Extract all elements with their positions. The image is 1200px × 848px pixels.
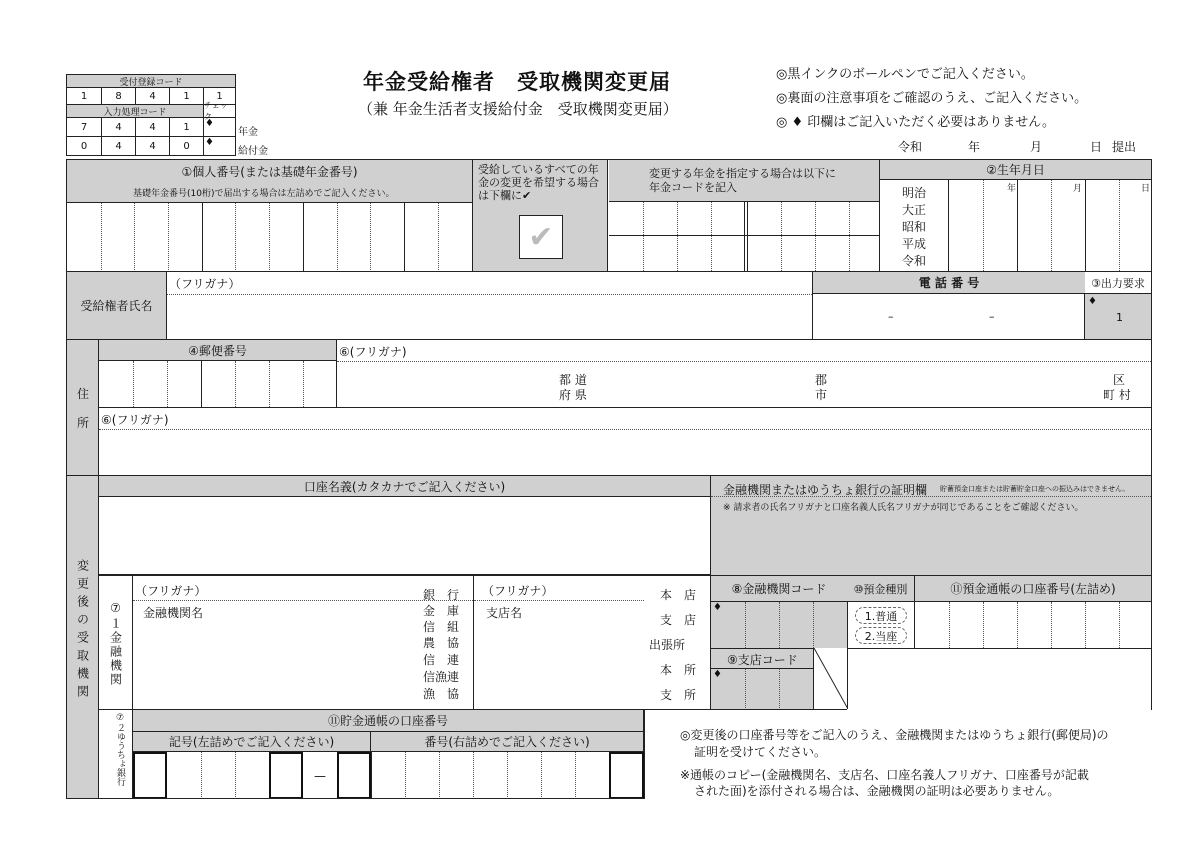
all-change-text: 受給しているすべての年金の変更を希望する場合は下欄に✔	[478, 163, 599, 202]
reg-digit: 1	[169, 88, 203, 105]
bank1-label-text: ⑦１金融機関	[108, 600, 123, 687]
change-label-text: 変更後の受取機関	[75, 559, 90, 703]
reg-digit: 4	[135, 88, 169, 105]
birthdate-title-text: ②生年月日	[986, 163, 1045, 177]
check-cell[interactable]	[203, 118, 235, 137]
bank-type-7[interactable]: 漁 協	[423, 687, 460, 701]
bank-code-title-text: ⑧金融機関コード	[731, 582, 827, 596]
address-furigana-label: ⑥(フリガナ)	[339, 345, 407, 359]
todofuken-bottom: 府 県	[559, 388, 587, 402]
branch-type-2[interactable]: 支 店	[660, 613, 697, 627]
address-label-top: 住	[77, 387, 90, 401]
era-reiwa[interactable]: 令和	[902, 254, 927, 268]
deposit-type-toza[interactable]: 2.当座	[855, 627, 907, 644]
recipient-name-label-text: 受給権者氏名	[80, 299, 153, 313]
address-line-1[interactable]	[337, 340, 1151, 407]
account-name-title	[99, 476, 711, 497]
individual-number-cells[interactable]	[67, 202, 472, 271]
kigo-title	[133, 732, 371, 752]
input-code-row-kyufu	[67, 137, 235, 155]
bango-title	[371, 732, 644, 752]
era-meiji[interactable]: 明治	[902, 186, 927, 200]
address-line-2[interactable]	[99, 408, 1151, 475]
output-request-title-text: ③出力要求	[1091, 276, 1145, 290]
specify-text: 変更する年金を指定する場合は以下に年金コードを記入	[649, 166, 836, 194]
note-2: ◎裏面の注意事項をご確認のうえ、ご記入ください。	[776, 91, 1088, 106]
address-label	[67, 340, 99, 475]
input-digit: 4	[101, 137, 135, 155]
certification-area	[711, 476, 1151, 575]
phone-field[interactable]	[813, 294, 1085, 339]
kigo-cells[interactable]	[133, 752, 371, 799]
slash-cell	[813, 648, 847, 709]
check-cell[interactable]	[203, 137, 235, 155]
phone-title-text: 電 話 番 号	[918, 276, 980, 290]
phone-dash-2: –	[989, 310, 995, 323]
shi-label: 市	[815, 388, 828, 402]
registration-code-table	[66, 74, 236, 156]
label-nenkin: 年金	[238, 127, 258, 138]
bank-furigana-label: （フリガナ）	[135, 584, 207, 598]
postal-code-cells[interactable]	[99, 361, 337, 407]
deposit-type-options	[847, 602, 915, 648]
passbook-title-text: ⑪貯金通帳の口座番号	[327, 714, 448, 728]
date-era: 令和	[898, 140, 923, 154]
branch-code-cells	[711, 668, 813, 709]
input-digit: 7	[80, 122, 88, 133]
phone-title	[813, 272, 1085, 294]
diamond-icon: ♦	[205, 137, 214, 148]
sec1-note-text: 基礎年金番号(10桁)で届出する場合は左詰めでご記入ください。	[133, 189, 395, 199]
machimura-label: 町 村	[1103, 388, 1131, 402]
check-header: チェック	[203, 105, 235, 118]
footer-note-1b: 証明を受けてください。	[694, 745, 827, 759]
branch-type-3[interactable]: 出張所	[649, 638, 686, 652]
output-request-value: 1	[1116, 311, 1123, 324]
input-digit: 4	[135, 118, 169, 137]
era-showa[interactable]: 昭和	[902, 220, 927, 234]
kigo-dash: —	[314, 768, 326, 783]
bank-type-1[interactable]: 銀 行	[423, 588, 460, 602]
note-3: ◎ ♦ 印欄はご記入いただく必要はありません。	[776, 115, 1056, 130]
branch-type-4[interactable]: 本 所	[660, 663, 697, 677]
check-mark-icon: ✔	[528, 219, 554, 255]
date-day: 日	[1090, 140, 1103, 154]
account-number-cells[interactable]	[915, 602, 1151, 648]
birth-month-label: 月	[1073, 184, 1083, 194]
reg-code-header: 受付登録コード	[67, 75, 235, 88]
footer-note-2b: された面)を添付される場合は、金融機関の証明は必要ありません。	[694, 784, 1060, 798]
bank-type-5[interactable]: 信 連	[423, 653, 460, 667]
passbook-title	[133, 710, 644, 732]
ku-label: 区	[1113, 373, 1126, 387]
address-label-bottom: 所	[77, 416, 90, 430]
recipient-name-field[interactable]	[167, 272, 813, 339]
input-digit: 1	[169, 118, 203, 137]
birth-year-label: 年	[1007, 184, 1017, 194]
output-request-cell	[1085, 294, 1151, 339]
todofuken-top: 都 道	[559, 373, 587, 387]
reg-digit: 8	[101, 88, 135, 105]
page-subtitle: （兼 年金生活者支援給付金 受取機関変更届）	[358, 100, 678, 118]
footer-note-2: ※通帳のコピー(金融機関名、支店名、口座名義人フリガナ、口座番号が記載	[680, 768, 1089, 782]
postal-title-text: ④郵便番号	[188, 343, 247, 358]
account-number-title-text: ⑪預金通帳の口座番号(左詰め)	[950, 582, 1116, 596]
output-request-title	[1085, 272, 1151, 294]
bango-title-text: 番号(右詰めでご記入ください)	[424, 735, 590, 749]
account-name-title-text: 口座名義(カタカナでご記入ください)	[303, 479, 506, 494]
phone-dash-1: –	[888, 310, 894, 323]
cert-small-note: 貯蓄預金口座または貯蓄貯金口座への振込みはできません。	[940, 485, 1130, 493]
name-furigana-label: （フリガナ）	[169, 277, 241, 291]
bank-type-6[interactable]: 信漁連	[423, 670, 460, 684]
input-digit: 4	[135, 137, 169, 155]
bank-code-title	[711, 576, 847, 602]
kigo-title-text: 記号(左詰めでご記入ください)	[168, 735, 335, 749]
branch-code-title-row	[711, 648, 813, 668]
diamond-icon: ♦	[205, 118, 214, 129]
era-taisho[interactable]: 大正	[902, 203, 927, 217]
deposit-type-title	[847, 576, 915, 602]
deposit-type-title-text: ⑩預金種別	[853, 582, 908, 596]
input-digit: 0	[169, 137, 203, 155]
branch-name-label: 支店名	[486, 606, 523, 620]
bank-code-cells	[711, 602, 847, 648]
pension-code-cells[interactable]	[609, 202, 879, 271]
page-title: 年金受給権者 受取機関変更届	[363, 70, 671, 94]
branch-type-5[interactable]: 支 所	[660, 688, 697, 702]
account-number-title	[915, 576, 1151, 602]
all-change-column	[473, 160, 608, 271]
bank-type-3[interactable]: 信 組	[423, 620, 460, 634]
date-year: 年	[968, 140, 981, 154]
change-label	[67, 476, 99, 799]
gun-label: 郡	[815, 373, 828, 387]
note-1: ◎黒インクのボールペンでご記入ください。	[776, 67, 1034, 82]
branch-furigana-label: （フリガナ）	[482, 584, 554, 598]
recipient-name-label	[67, 272, 167, 339]
bank-name-field[interactable]	[133, 576, 473, 709]
diamond-icon: ♦	[713, 602, 722, 613]
reg-digit: 1	[203, 88, 235, 105]
diamond-icon: ♦	[713, 669, 722, 680]
postal-title	[99, 340, 337, 361]
input-code-header: 入力処理コード	[67, 105, 203, 118]
reg-digit: 1	[80, 91, 88, 102]
input-digit: 4	[101, 118, 135, 137]
footer-note-1: ◎変更後の口座番号等をご記入のうえ、金融機関またはゆうちょ銀行(郵便局)の	[680, 728, 1109, 742]
birthdate-cells[interactable]	[948, 180, 1151, 271]
date-submit: 提出	[1112, 140, 1137, 154]
bank-type-2[interactable]: 金 庫	[423, 604, 460, 618]
branch-name-field[interactable]	[473, 576, 711, 709]
birth-day-label: 日	[1141, 184, 1151, 194]
date-month: 月	[1030, 140, 1043, 154]
cert-note: ※ 請求者の氏名フリガナと口座名義人氏名フリガナが同じであることをご確認ください。	[723, 503, 1084, 513]
input-code-row-nenkin	[67, 118, 235, 137]
label-kyufu: 給付金	[238, 146, 268, 157]
bango-cells[interactable]	[371, 752, 644, 799]
birthdate-title	[880, 160, 1151, 180]
address-furigana-label-2: ⑥(フリガナ)	[101, 413, 169, 427]
yucho-label-text: ⑦２ゆうちょ銀行	[115, 713, 125, 786]
era-heisei[interactable]: 平成	[902, 237, 927, 251]
all-change-checkbox[interactable]	[519, 215, 563, 259]
input-digit: 0	[80, 140, 88, 152]
branch-code-title: ⑨支店コード	[727, 653, 798, 667]
diamond-icon: ♦	[1088, 296, 1097, 307]
branch-type-1[interactable]: 本 店	[660, 588, 697, 602]
bank1-label	[99, 576, 133, 709]
sec1-title-text: ①個人番号(または基礎年金番号)	[181, 164, 358, 179]
bank-type-4[interactable]: 農 協	[423, 636, 460, 650]
birthdate-era-list	[880, 180, 948, 271]
bank-name-label: 金融機関名	[143, 606, 204, 620]
cert-title: 金融機関またはゆうちょ銀行の証明欄	[723, 483, 928, 497]
yucho-label	[99, 710, 133, 799]
deposit-type-futsu[interactable]: 1.普通	[855, 607, 907, 624]
account-name-field[interactable]	[99, 497, 711, 575]
